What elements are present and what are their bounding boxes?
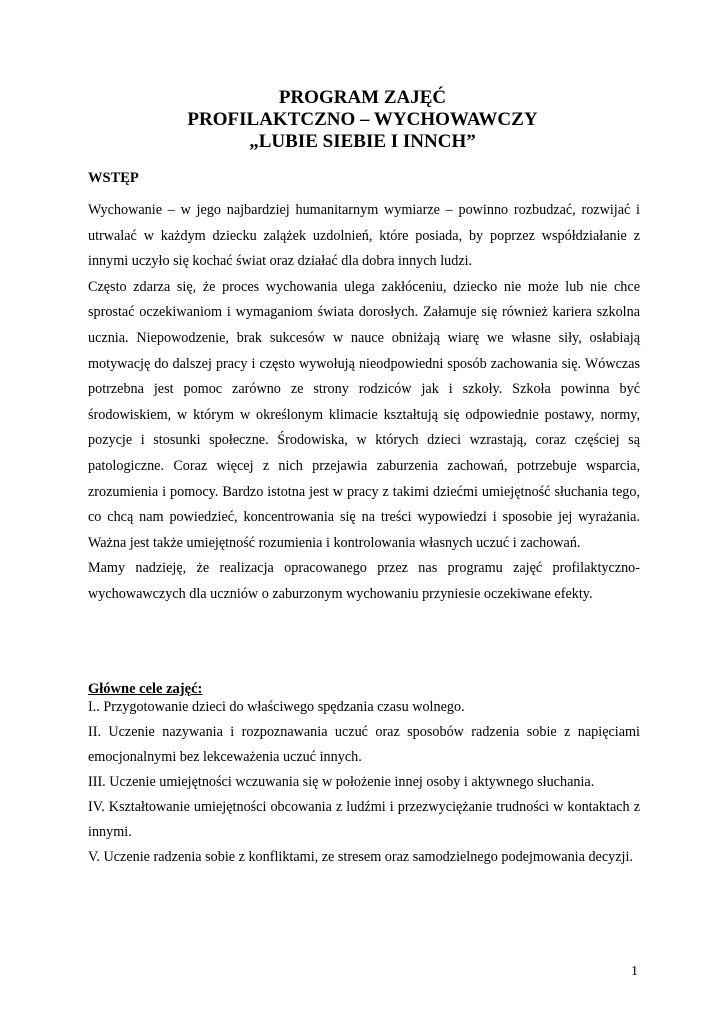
- goal-item-1: I.. Przygotowanie dzieci do właściwego spędzania czasu wolnego.: [88, 699, 465, 715]
- goal-item-3: III. Uczenie umiejętności wczuwania się w położenie innej osoby i aktywnego słuchania.: [88, 774, 595, 790]
- title-line-1: PROGRAM ZAJĘĆ: [278, 87, 447, 108]
- goals-list: [88, 695, 640, 870]
- intro-paragraph-3: Mamy nadzieję, że realizacja opracowanego przez nas programu zajęć profilaktyczno-wychowawczych dla uczniów o zaburzonym wychowaniu przyniesie oczekiwane efekty.: [88, 560, 640, 602]
- intro-section: [88, 198, 640, 608]
- intro-paragraph-2: Często zdarza się, że proces wychowania ulega zakłóceniu, dziecko nie może lub nie chce sprostać oczekiwaniom i wymaganiom świata dorosłych. Załamuje się również kariera szkolna ucznia. Niepowodzenie, brak sukcesów w nauce obniżają wiarę we własne siły, osłabiają motywację do dalszej pracy i często wywołują nieodpowiedni sposób zachowania się. Wówczas potrzebna jest pomoc zarówno ze strony rodziców jak i szkoły. Szkoła powinna być środowiskiem, w którym w określonym klimacie kształtują się odpowiednie postawy, normy, pozycje i stosunki społeczne. Środowiska, w których dzieci wzrastają, coraz częściej są patologiczne. Coraz więcej z nich przejawia zaburzenia zachowań, potrzebuje wsparcia, zrozumienia i pomocy. Bardzo istotna jest w pracy z takimi dziećmi umiejętność słuchania tego, co chcą nam powiedzieć, koncentrowania się na treści wypowiedzi i sposobie jej wyrażania. Ważna jest także umiejętność rozumienia i kontrolowania własnych uczuć i zachowań.: [88, 278, 640, 551]
- goal-item-4: IV. Kształtowanie umiejętności obcowania z ludźmi i przezwyciężanie trudności w kontaktach z innymi.: [88, 799, 640, 840]
- document-title: [0, 87, 725, 153]
- intro-heading: WSTĘP: [88, 170, 139, 186]
- page-number: 1: [631, 964, 638, 979]
- goal-item-5: V. Uczenie radzenia sobie z konfliktami, ze stresem oraz samodzielnego podejmowania decyzji.: [88, 849, 633, 865]
- intro-paragraph-1: Wychowanie – w jego najbardziej humanitarnym wymiarze – powinno rozbudzać, rozwijać i utrwalać w każdym dziecku zalążek uzdolnień, które posiada, by poprzez współdziałanie z innymi uczyło się kochać świat oraz działać dla dobra innych ludzi.: [88, 202, 640, 270]
- title-line-2: PROFILAKTCZNO – WYCHOWAWCZY: [187, 109, 538, 130]
- title-line-3: „LUBIE SIEBIE I INNCH”: [249, 131, 476, 152]
- goal-item-2: II. Uczenie nazywania i rozpoznawania uczuć oraz sposobów radzenia sobie z napięciami emocjonalnymi bez lekceważenia uczuć innych.: [88, 724, 640, 765]
- goals-heading: Główne cele zajęć:: [88, 681, 203, 697]
